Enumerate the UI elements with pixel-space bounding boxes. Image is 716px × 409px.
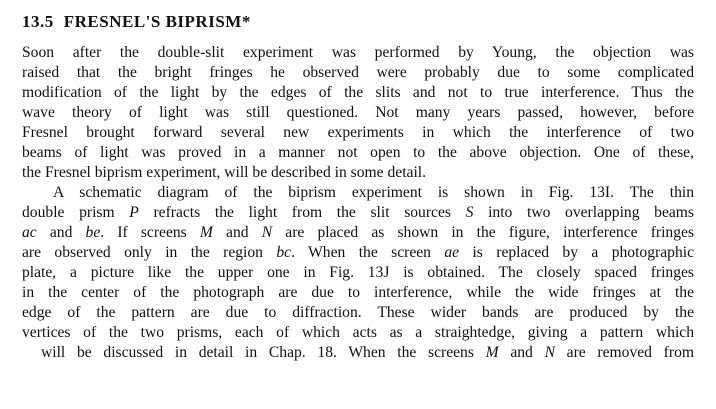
text-line: plate, a picture like the upper one in Fig. 13J is obtained. The closely spaced fringes bbox=[22, 264, 694, 281]
text-line: ac and be. If screens M and N are placed as shown in the figure, interference fringes bbox=[22, 224, 695, 241]
italic-symbol: P bbox=[129, 204, 139, 221]
text-line: edge of the pattern are due to diffraction. These wider bands are produced by the bbox=[22, 304, 694, 321]
text-line: vertices of the two prisms, each of which acts as a straightedge, giving a pattern which bbox=[22, 324, 694, 341]
italic-symbol: be bbox=[85, 224, 101, 241]
italic-symbol: ac bbox=[22, 224, 37, 241]
italic-symbol: M bbox=[199, 224, 213, 241]
text-line: are observed only in the region bc. When the screen ae is replaced by a photographic bbox=[22, 244, 694, 261]
italic-symbol: N bbox=[544, 344, 555, 361]
text-line: the Fresnel biprism experiment, will be described in some detail. bbox=[22, 164, 427, 181]
text-line: Soon after the double-slit experiment was performed by Young, the objection was bbox=[22, 44, 694, 61]
section-heading bbox=[22, 12, 251, 32]
text-line: beams of light was proved in a manner not open to the above objection. One of these, bbox=[22, 144, 694, 161]
text-line: A schematic diagram of the biprism experiment is shown in Fig. 13I. The thin bbox=[53, 184, 694, 201]
text-line: will be discussed in detail in Chap. 18. When the screens M and N are removed from bbox=[41, 344, 694, 361]
text-line: double prism P refracts the light from the slit sources S into two overlapping beams bbox=[22, 204, 695, 221]
italic-symbol: ae bbox=[444, 244, 460, 261]
section-number: 13.5 bbox=[22, 12, 54, 31]
text-line: modification of the light by the edges of the slits and not to true interference. Thus the bbox=[22, 84, 694, 101]
text-line: wave theory of light was still questioned. Not many years passed, however, before bbox=[22, 104, 694, 121]
section-title: FRESNEL'S BIPRISM* bbox=[63, 12, 251, 31]
text-line: raised that the bright fringes he observed were probably due to some complicated bbox=[22, 64, 694, 81]
italic-symbol: M bbox=[485, 344, 499, 361]
italic-symbol: N bbox=[261, 224, 273, 241]
italic-symbol: S bbox=[465, 204, 474, 221]
text-line: in the center of the photograph are due to interference, while the wide fringes at the bbox=[22, 284, 694, 301]
italic-symbol: bc bbox=[276, 244, 292, 261]
text-line: Fresnel brought forward several new experiments in which the interference of two bbox=[22, 124, 694, 141]
